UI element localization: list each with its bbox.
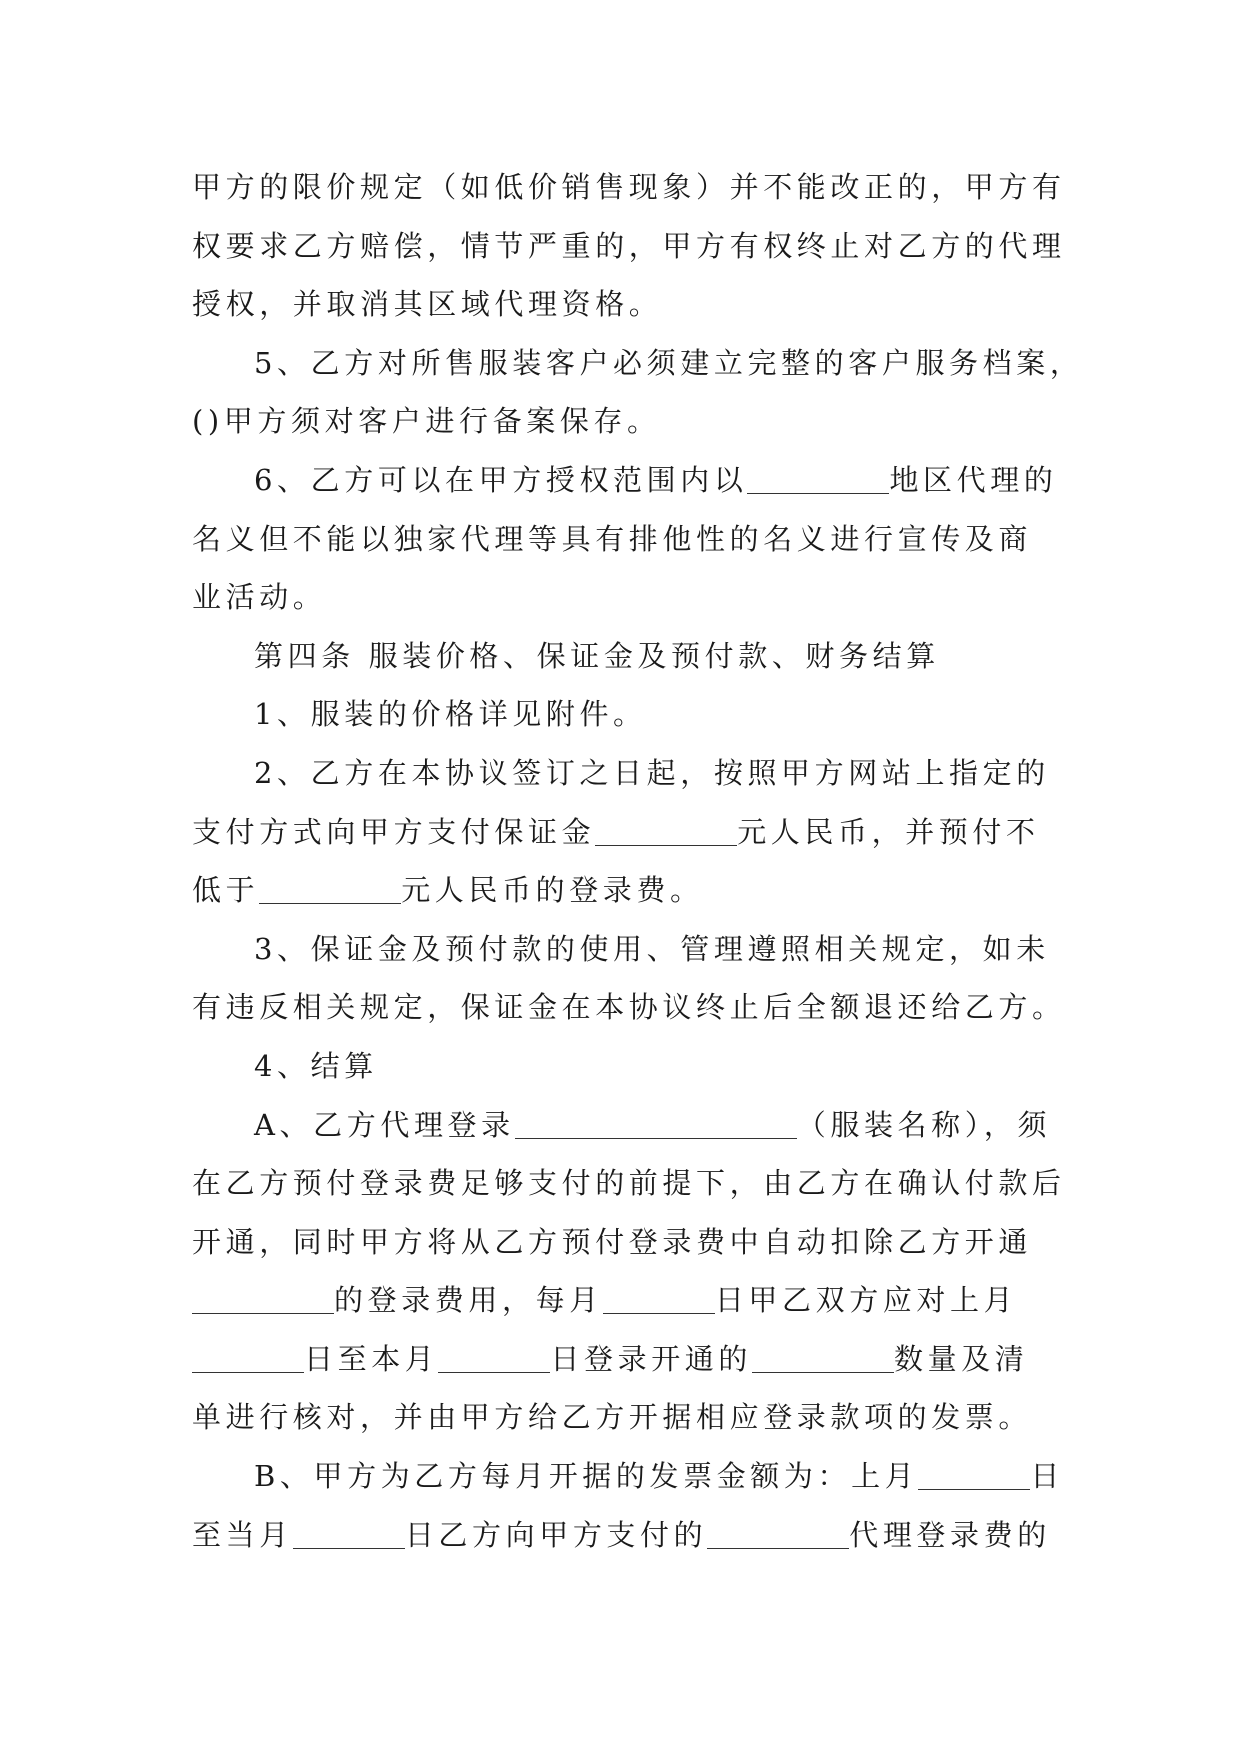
fill-in-blank[interactable] — [259, 869, 401, 904]
paragraph-line — [192, 1271, 1072, 1330]
fill-in-blank[interactable] — [603, 1279, 715, 1314]
fill-in-blank[interactable] — [515, 1104, 797, 1139]
paragraph-line: 开通，同时甲方将从乙方预付登录费中自动扣除乙方开通 — [192, 1224, 1033, 1259]
clause-a-line — [192, 1096, 1072, 1155]
clause-6-line — [192, 451, 1072, 510]
line-text: 日 — [1030, 1459, 1064, 1494]
clause-4-heading: 4、结算 — [254, 1048, 378, 1083]
document-body — [192, 158, 1084, 1564]
clause-1-line: 1、服装的价格详见附件。 — [254, 697, 647, 732]
fill-in-blank[interactable] — [438, 1338, 550, 1373]
line-text: （服装名称），须 — [796, 1107, 1052, 1142]
line-text: 日甲乙双方应对上月 — [714, 1283, 1018, 1318]
article-4-heading: 第四条 服装价格、保证金及预付款、财务结算 — [254, 638, 940, 673]
clause-5-line: 5、乙方对所售服装客户必须建立完整的客户服务档案， — [254, 345, 1084, 380]
paragraph-line — [192, 803, 1072, 862]
paragraph-line — [192, 1506, 1072, 1565]
line-text: 数量及清 — [894, 1341, 1029, 1376]
clause-3-line: 3、保证金及预付款的使用、管理遵照相关规定，如未 — [254, 931, 1050, 966]
line-text: 至当月 — [192, 1517, 293, 1552]
line-text: 元人民币的登录费。 — [401, 873, 704, 908]
clause-2-line: 2、乙方在本协议签订之日起，按照甲方网站上指定的 — [254, 755, 1050, 790]
paragraph-line: ()甲方须对客户进行备案保存。 — [192, 404, 661, 439]
line-text: 元人民币，并预付不 — [737, 814, 1040, 849]
line-text: 地区代理的 — [889, 462, 1058, 497]
line-text: 支付方式向甲方支付保证金 — [192, 814, 596, 849]
paragraph-line: 名义但不能以独家代理等具有排他性的名义进行宣传及商 — [192, 521, 1033, 556]
paragraph-line — [192, 861, 1072, 920]
fill-in-blank[interactable] — [752, 1338, 894, 1373]
fill-in-blank[interactable] — [707, 1514, 849, 1549]
paragraph-line: 在乙方预付登录费足够支付的前提下，由乙方在确认付款后 — [192, 1166, 1066, 1201]
fill-in-blank[interactable] — [293, 1514, 405, 1549]
fill-in-blank[interactable] — [192, 1338, 304, 1373]
line-text: 日至本月 — [304, 1341, 439, 1376]
paragraph-line: 业活动。 — [192, 580, 327, 615]
paragraph-line: 单进行核对，并由甲方给乙方开据相应登录款项的发票。 — [192, 1400, 1033, 1435]
paragraph-line: 有违反相关规定，保证金在本协议终止后全额退还给乙方。 — [192, 990, 1066, 1025]
paragraph-line: 权要求乙方赔偿，情节严重的，甲方有权终止对乙方的代理 — [192, 228, 1066, 263]
paragraph-line: 授权，并取消其区域代理资格。 — [192, 287, 663, 322]
fill-in-blank[interactable] — [918, 1455, 1030, 1490]
clause-b-line — [192, 1447, 1072, 1506]
line-text: 6、乙方可以在甲方授权范围内以 — [254, 462, 748, 497]
paragraph-line — [192, 1330, 1072, 1389]
line-text: B、甲方为乙方每月开据的发票金额为：上月 — [254, 1459, 919, 1494]
fill-in-blank[interactable] — [747, 459, 889, 494]
line-text: A、乙方代理登录 — [254, 1107, 515, 1142]
line-text: 日登录开通的 — [550, 1341, 753, 1376]
line-text: 日乙方向甲方支付的 — [404, 1517, 708, 1552]
line-text: 代理登录费的 — [849, 1517, 1051, 1552]
paragraph-line: 甲方的限价规定（如低价销售现象）并不能改正的，甲方有 — [192, 170, 1066, 204]
fill-in-blank[interactable] — [595, 811, 737, 846]
line-text: 低于 — [192, 873, 260, 908]
line-text: 的登录费用，每月 — [334, 1283, 603, 1318]
fill-in-blank[interactable] — [192, 1279, 334, 1314]
